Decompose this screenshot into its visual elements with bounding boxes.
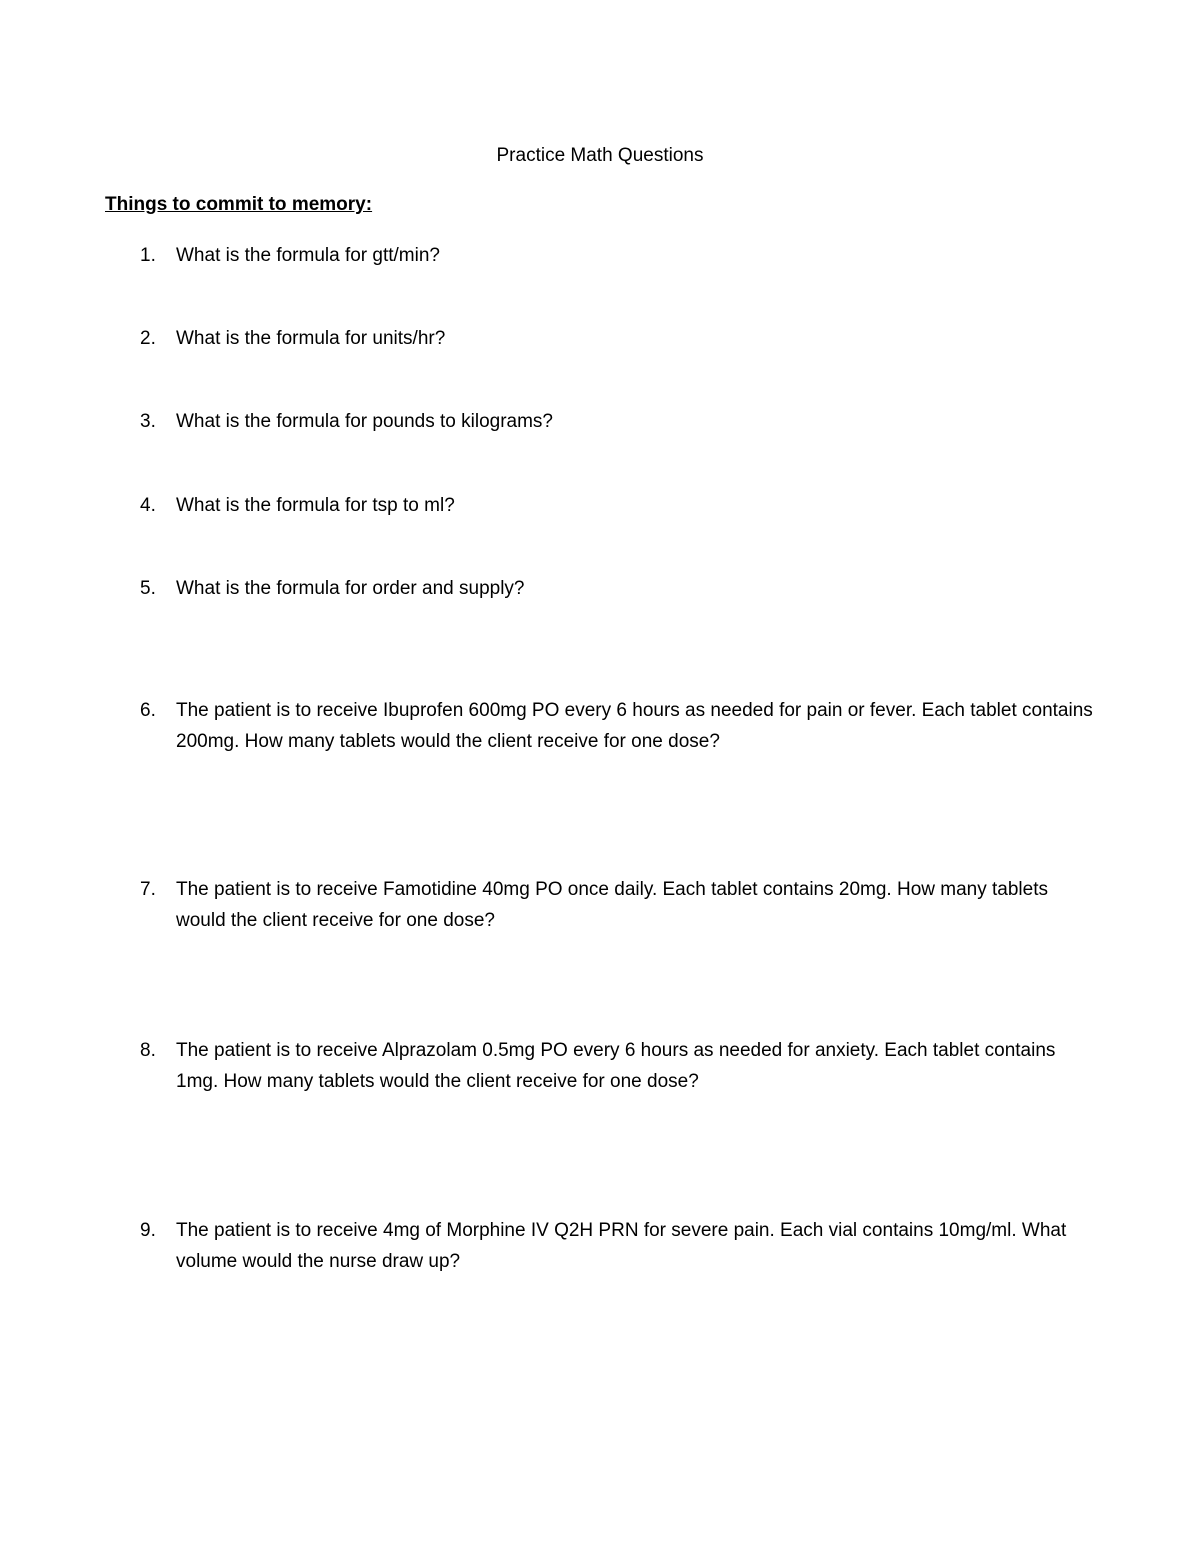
question-number: 4. [140, 495, 156, 516]
question-number: 3. [140, 411, 156, 432]
question-text: What is the formula for units/hr? [176, 328, 446, 349]
question-text: What is the formula for order and supply? [176, 578, 525, 599]
question-item [140, 491, 1100, 522]
question-item [140, 324, 1100, 355]
section-heading: Things to commit to memory: [105, 194, 373, 215]
question-number: 6. [140, 700, 156, 721]
question-text: What is the formula for pounds to kilograms? [176, 411, 554, 432]
question-number: 1. [140, 245, 156, 266]
question-item [140, 875, 1100, 936]
question-item [140, 696, 1100, 757]
question-text: What is the formula for gtt/min? [176, 245, 440, 266]
question-item [140, 241, 1100, 272]
question-number: 5. [140, 578, 156, 599]
question-item [140, 1216, 1100, 1277]
question-text: The patient is to receive 4mg of Morphine IV Q2H PRN for severe pain. Each vial contains 10mg/ml. What volume would the nurse draw up? [176, 1220, 1067, 1272]
question-item [140, 407, 1100, 438]
question-number: 2. [140, 328, 156, 349]
question-text: The patient is to receive Ibuprofen 600mg PO every 6 hours as needed for pain or fever. Each tablet contains 200mg. How many tablets would the client receive for one dose? [176, 700, 1093, 752]
question-number: 7. [140, 879, 156, 900]
question-text: The patient is to receive Famotidine 40mg PO once daily. Each tablet contains 20mg. How many tablets would the client receive for one dose? [176, 879, 1048, 931]
question-text: What is the formula for tsp to ml? [176, 495, 455, 516]
page-title: Practice Math Questions [496, 145, 704, 166]
question-text: The patient is to receive Alprazolam 0.5mg PO every 6 hours as needed for anxiety. Each tablet contains 1mg. How many tablets would the client receive for one dose? [176, 1040, 1056, 1092]
question-item [140, 1036, 1100, 1097]
question-number: 8. [140, 1040, 156, 1061]
question-number: 9. [140, 1220, 156, 1241]
question-item [140, 574, 1100, 605]
